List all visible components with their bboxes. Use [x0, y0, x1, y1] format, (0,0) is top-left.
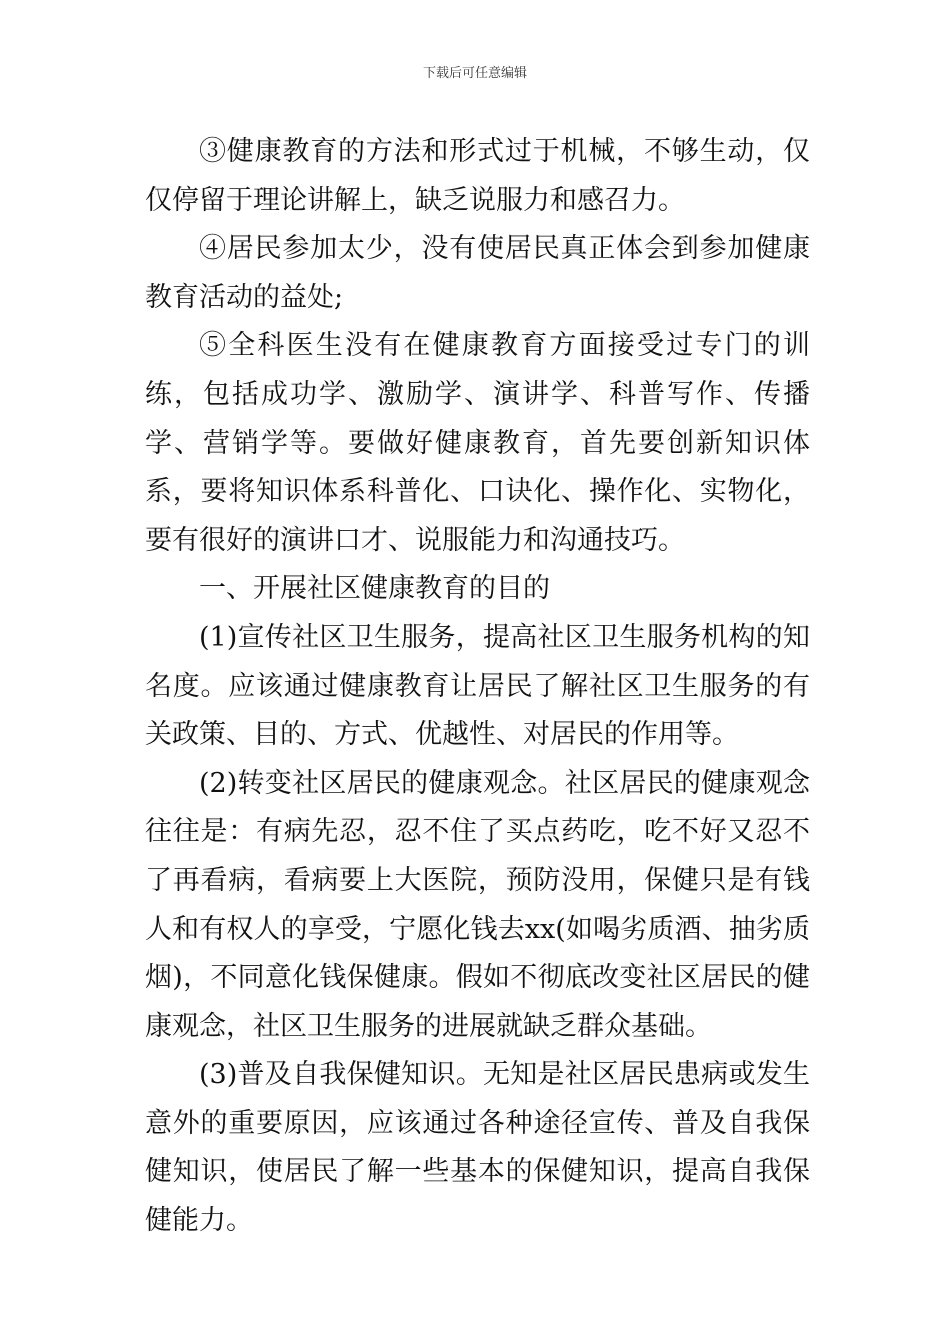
section-heading: 一、开展社区健康教育的目的 [199, 573, 550, 605]
paragraph-item-4: ④居民参加太少，没有使居民真正体会到参加健康教育活动的益处; [145, 233, 810, 313]
paragraph-item-3: ③健康教育的方法和形式过于机械，不够生动，仅仅停留于理论讲解上，缺乏说服力和感召力。 [145, 136, 810, 216]
paragraph-purpose-2: (2)转变社区居民的健康观念。社区居民的健康观念往往是：有病先忍，忍不住了买点药吃，吃不好又忍不了再看病，看病要上大医院，预防没用，保健只是有钱人和有权人的享受，宁愿化钱去xx(如喝劣质酒、抽劣质烟)，不同意化钱保健康。假如不彻底改变社区居民的健康观念，社区卫生服务的进展就缺乏群众基础。 [145, 767, 810, 1042]
document-body [145, 128, 810, 1246]
paragraph-purpose-1: (1)宣传社区卫生服务，提高社区卫生服务机构的知名度。应该通过健康教育让居民了解社区卫生服务的有关政策、目的、方式、优越性、对居民的作用等。 [145, 621, 810, 751]
page-header-note: 下载后可任意编辑 [422, 66, 527, 81]
paragraph-purpose-3: (3)普及自我保健知识。无知是社区居民患病或发生意外的重要原因，应该通过各种途径宣传、普及自我保健知识，使居民了解一些基本的保健知识，提高自我保健能力。 [145, 1059, 810, 1237]
paragraph-item-5: ⑤全科医生没有在健康教育方面接受过专门的训练，包括成功学、激励学、演讲学、科普写作、传播学、营销学等。要做好健康教育，首先要创新知识体系，要将知识体系科普化、口诀化、操作化、实物化，要有很好的演讲口才、说服能力和沟通技巧。 [145, 330, 810, 556]
